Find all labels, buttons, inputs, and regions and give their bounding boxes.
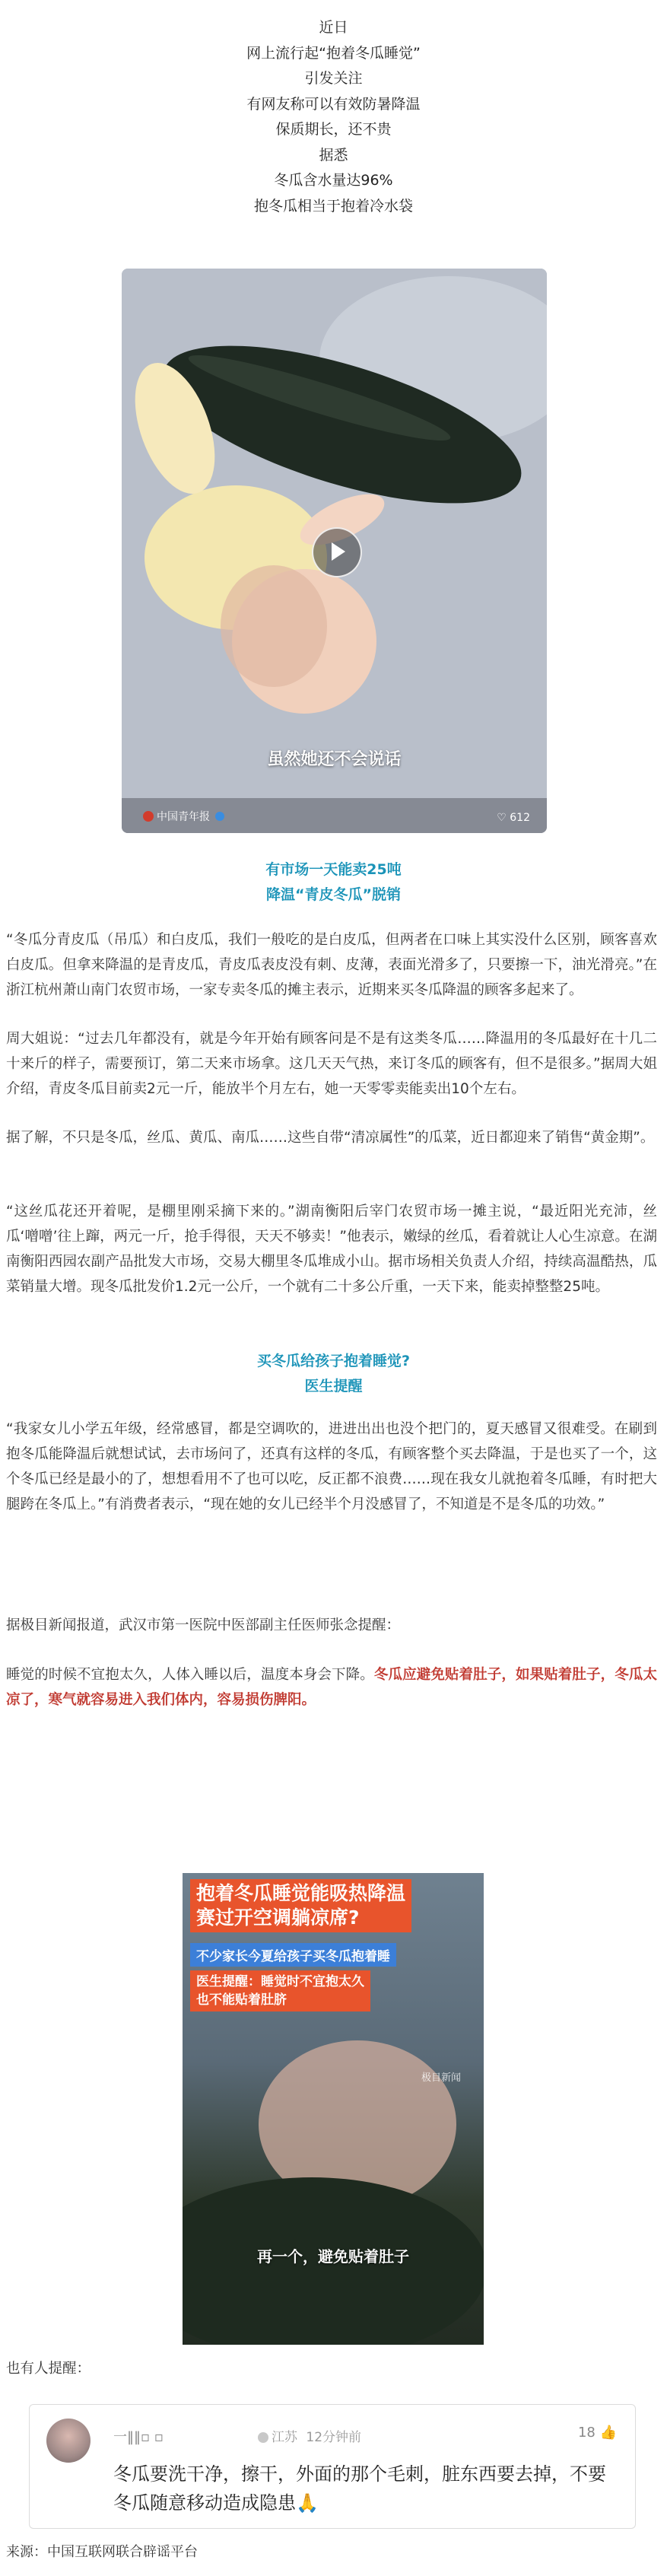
avatar[interactable] (46, 2419, 91, 2463)
intro-line: 网上流行起“抱着冬瓜睡觉” (246, 44, 421, 62)
image-headline-line2: 赛过开空调躺凉席? (196, 1907, 360, 1929)
cyl-logo-icon (143, 811, 154, 822)
intro-line: 近日 (319, 19, 348, 36)
paragraph-2: 周大姐说：“过去几年都没有，就是今年开始有顾客问是不是有这类冬瓜……降温用的冬瓜最好在十几二十来斤的样子，需要预订，第二天来市场拿。这几天天气热，来订冬瓜的顾客有，但不是很多。”据周大姐介绍，青皮冬瓜目前卖2元一斤，能放半个月左右，她一天零零卖能卖出10个左右。 (6, 1031, 657, 1097)
intro-line: 冬瓜含水量达96% (274, 172, 393, 189)
image-tip-line2: 也不能贴着肚脐 (196, 1992, 287, 2008)
intro-line: 有网友称可以有效防暑降温 (246, 95, 421, 113)
section2-title-line2: 医生提醒 (304, 1378, 363, 1395)
heart-icon: ♡ (497, 812, 507, 824)
play-button[interactable] (312, 527, 362, 577)
video-likes[interactable] (497, 812, 530, 824)
paragraph-7-emphasis: 冬瓜应避免贴着肚子，如果贴着肚子，冬瓜太凉了，寒气就容易进入我们体内，容易损伤脾阳。 (6, 1667, 657, 1708)
paragraph-4: “这丝瓜花还开着呢，是棚里刚采摘下来的。”湖南衡阳后宰门农贸市场一摊主说，“最近阳光充沛，丝瓜‘噌噌’往上蹿，两元一斤，抢手得很，天天不够卖！”他表示，嫩绿的丝瓜，看着就让人心生凉意。在湖南衡阳西园农副产品批发大市场，交易大棚里冬瓜堆成小山。据市场相关负责人介绍，持续高温酷热，瓜菜销量大增。现冬瓜批发价1.2元一公斤，一个就有二十多公斤重，一天下来，能卖掉整整25吨。 (6, 1204, 657, 1295)
image-tip-line1: 医生提醒：睡觉时不宜抱太久 (196, 1974, 364, 1989)
image-tip (190, 1970, 370, 2012)
comment-meta (258, 2426, 361, 2445)
video-caption: 虽然她还不会说话 (267, 750, 402, 769)
section1-title-line2: 降温“青皮冬瓜”脱销 (266, 886, 401, 903)
video-source (143, 809, 224, 824)
comment-time: 12分钟前 (306, 2430, 362, 2445)
section2-title (0, 1349, 667, 1399)
intro-line: 抱冬瓜相当于抱着冷水袋 (253, 197, 413, 215)
intro-line: 据悉 (319, 146, 348, 164)
comment-like[interactable] (578, 2425, 617, 2441)
image-headline-line1: 抱着冬瓜睡觉能吸热降温 (196, 1882, 406, 1904)
intro-block (0, 15, 667, 219)
paragraph-7 (6, 1662, 657, 1713)
video-player[interactable] (122, 269, 547, 833)
location-icon (258, 2432, 268, 2443)
paragraph-8: 也有人提醒： (6, 2361, 91, 2377)
section2-title-line1: 买冬瓜给孩子抱着睡觉? (256, 1353, 411, 1369)
paragraph-3: 据了解，不只是冬瓜，丝瓜、黄瓜、南瓜……这些自带“清凉属性”的瓜菜，近日都迎来了销售“黄金期”。 (6, 1130, 655, 1146)
section1-title-line1: 有市场一天能卖25吨 (265, 861, 402, 878)
source-attribution: 来源：中国互联网联合辟谣平台 (6, 2544, 198, 2560)
paragraph-1: “冬瓜分青皮瓜（吊瓜）和白皮瓜，我们一般吃的是白皮瓜，但两者在口味上其实没什么区别，顾客喜欢白皮瓜。但拿来降温的是青皮瓜，青皮瓜表皮没有刺、皮薄，表面光滑多了，只要擦一下，油光滑亮。”在浙江杭州萧山南门农贸市场，一家专卖冬瓜的摊主表示，近期来买冬瓜降温的顾客多起来了。 (6, 932, 657, 998)
verified-icon (215, 812, 224, 821)
video-like-count: 612 (510, 812, 530, 824)
thumbs-up-icon: 👍 (599, 2425, 617, 2441)
comment-like-count: 18 (577, 2425, 596, 2441)
section1-title (0, 857, 667, 908)
paragraph-6: 据极目新闻报道，武汉市第一医院中医部副主任医师张念提醒： (6, 1617, 401, 1633)
comment-card (29, 2404, 636, 2529)
comment-text: 冬瓜要洗干净，擦干，外面的那个毛刺，脏东西要去掉，不要冬瓜随意移动造成隐患🙏 (113, 2463, 606, 2514)
image-subtitle: 不少家长今夏给孩子买冬瓜抱着睡 (190, 1943, 396, 1967)
news-image (183, 1873, 484, 2345)
image-headline (190, 1879, 411, 1932)
intro-line: 保质期长，还不贵 (275, 121, 392, 138)
comment-username[interactable]: 一‖‖▫ ▫ (113, 2429, 164, 2445)
paragraph-5: “我家女儿小学五年级，经常感冒，都是空调吹的，进进出出也没个把门的，夏天感冒又很难受。在刷到抱冬瓜能降温后就想试试，去市场问了，还真有这样的冬瓜，有顾客整个买去降温，于是也买了一个，这个冬瓜已经是最小的了，想想看用不了也可以吃，反正都不浪费……现在我女儿就抱着冬瓜睡，有时把大腿跨在冬瓜上。”有消费者表示，“现在她的女儿已经半个月没感冒了，不知道是不是冬瓜的功效。” (6, 1421, 657, 1512)
baby-hair (221, 565, 327, 687)
video-source-name: 中国青年报 (157, 811, 210, 823)
image-watermark: 极目新闻 (421, 2072, 461, 2084)
image-caption: 再一个，避免贴着肚子 (257, 2247, 409, 2266)
paragraph-7-normal: 睡觉的时候不宜抱太久，人体入睡以后，温度本身会下降。 (6, 1667, 374, 1683)
comment-location: 江苏 (272, 2430, 297, 2445)
intro-line: 引发关注 (304, 70, 363, 87)
